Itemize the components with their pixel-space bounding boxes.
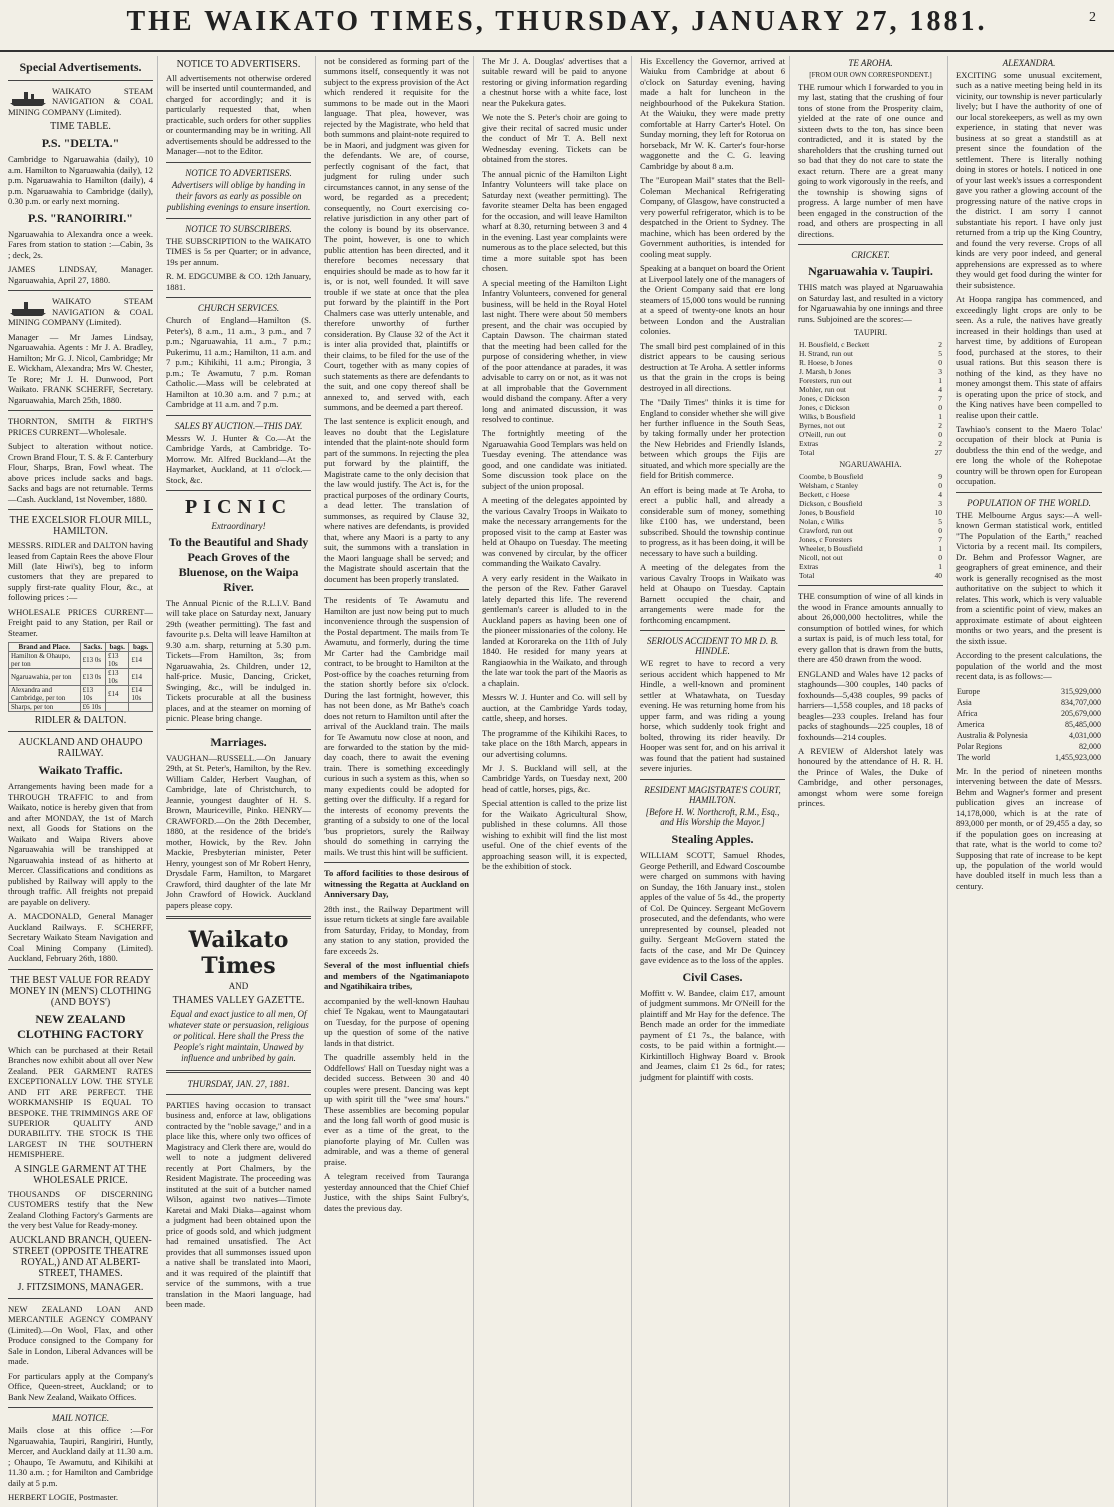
te-aroha-heading: TE AROHA. [848, 58, 893, 68]
runs: 2 [938, 340, 942, 350]
steamship-icon [8, 88, 48, 106]
european-mail: The "European Mail" states that the Bell-Coleman Mechanical Refrigerating Company, of Glasgow, have constructed a very powerful refrigerator, which is to be despatched in the Orient to Sydney. The machine, which has been ordered by the Government authorities, is intended for cooling meat supply. [640, 175, 785, 259]
traffic-body: Arrangements having been made for a THROUGH TRAFFIC to and from Waikato, notice is hereby given that from and after MONDAY, the 1st of March next, all Goods for Stations on the Waikato and Waipa Rivers above Ngaruawahia will be transhipped at Ngaruawahia instead of as hitherto at Mercer. Classifications and conditions as published by Railway will apply to the through traffic. All freights not prepaid are payable on delivery. [8, 781, 153, 907]
mail-heading: MAIL NOTICE. [51, 1413, 110, 1424]
stealing-body: WILLIAM SCOTT, Samuel Rhodes, George Petherill, and Edward Coscoumbe were charged on summons with having on Sunday, the 16th January inst., stolen apples of the value of 5s 4d., the property of Col. De Quincey. Sergeant McGovern prosecuted, and the defendants, who were unrepresented by counsel, pleaded not guilty. Sergeant McGovern stated the facts of the case, and Mr De Quincey gave evidence as to the loss of the apples. [640, 850, 785, 966]
civil-body: Moffitt v. W. Bandee, claim £17, amount of judgment summons. Mr O'Neill for the plaintiff and Mr Hay for the defence. The Bench made an order for the immediate payment of £1 7s., the balance, with costs, to be paid within a fortnight.—Kirkintilloch Highway Board v. Brook and Jeames, claim £1 2s 6d., for rates; judgment for plaintiff with costs. [640, 987, 785, 1082]
wine-article: THE consumption of wine of all kinds in the wood in France amounts annually to about 26,000,000 hectolitres, while the consumption of bottled wines, for which a surtax is paid, is of much less total, for every gallon that is drawn from the butts, there are 450 drawn from the wood. [798, 591, 943, 665]
population-body-2: Mr. In the period of nineteen months intervening between the date of Messrs. Behm and Wagner's former and present publication gives an increase of 14,178,000, which is at the rate of 893,000 per month, or of 29,455 a day, so if the population goes on increasing at that rate, what is the world to come to? Supposing that rate of increase to be kept up, the population of the world would have doubled itself in much less than a century. [956, 765, 1102, 891]
douglas-notice: The Mr J. A. Douglas' advertises that a suitable reward will be paid to anyone restoring or giving information regarding a chestnut horse with a white face, lost near the Pukekura gates. [482, 56, 627, 108]
picnic-extra: Extraordinary! [211, 520, 266, 531]
date-line: THURSDAY, JAN. 27, 1881. [187, 1078, 290, 1089]
region: Africa [957, 708, 978, 718]
table-row [956, 730, 1102, 741]
agents-list: Manager — Mr James Lindsay, Ngaruawahia. Agents : Mr J. A. Bradley, Hamilton; Mr G. J. Nicol, Cambridge; Mr E. Wickham, Alexandra; Mrs W. Chester, Te Rore; Mr J. H. Dunwood, Port Waikato. FRANK SCHERFF, Secretary. Ngaruawahia, March 25th, 1880. [8, 331, 153, 405]
notice-heading: NOTICE TO ADVERTISERS. [176, 59, 301, 70]
thousands-body: THOUSANDS OF DISCERNING CUSTOMERS testify that the New Zealand Clothing Factory's Garments are the very best Value for Ready-money. [8, 1188, 153, 1231]
paper-and: AND [228, 981, 249, 992]
table-cell: £14 [105, 686, 129, 703]
flour-col-header: Sacks. [80, 643, 105, 652]
garavel-obituary: A very early resident in the Waikato in the person of the Rev. Father Garavel lately departed this life. The reverend gentleman's career is alluded to in the Auckland papers as having been one of the pioneer missionaries of the colony. He landed at Kororareka on the 11th of July 1840. He resided for many years at Rangiaowhia in the Waikato, and through the late war took the part of the Maoris as a chaplain. [482, 572, 627, 688]
manager-signature: JAMES LINDSAY, Manager. Ngaruawahia, April 27, 1880. [8, 264, 153, 285]
column-3 [324, 56, 474, 1507]
wholesale-heading: WHOLESALE PRICES CURRENT— Freight paid to any Station, per Rail or Steamer. [8, 606, 153, 638]
table-row [9, 669, 153, 686]
correspondent-label: [FROM OUR OWN CORRESPONDENT.] [809, 71, 932, 79]
runs: 0 [938, 553, 942, 563]
steam-company-2: WAIKATO STEAM NAVIGATION & COAL MINING COMPANY (Limited). [8, 296, 153, 328]
taupiri-scorecard [798, 340, 943, 457]
marriages-heading: Marriages. [210, 734, 267, 749]
taupiri-heading: TAUPIRI. [854, 328, 887, 338]
buckland-sale: Mr J. S. Buckland will sell, at the Cambridge Yards, on Tuesday next, 200 head of cattle, horses, pigs, &c. [482, 763, 627, 794]
table-row [798, 544, 943, 553]
table-cell: £6 10s [80, 703, 105, 712]
runs: 1 [938, 544, 942, 554]
runs: 7 [938, 394, 942, 404]
picnic-location: To the Beautiful and Shady Peach Groves of the Bluenose, on the Waipa River. [168, 534, 309, 594]
total: Total [799, 571, 815, 581]
nz-clothing-heading: NEW ZEALAND CLOTHING FACTORY [17, 1011, 144, 1041]
batsman: Foresters, run out [799, 376, 852, 386]
table-row [798, 517, 943, 526]
notice2-body: Advertisers will oblige by handing in their favors as early as possible on publishing evenings to ensure insertion. [166, 179, 311, 212]
column-6 [798, 56, 948, 1507]
flour-col-header: bags. [105, 643, 129, 652]
alexandra-body-3: Tawhiao's consent to the Maero Tolac' occupation of their block at Punia is doubtless the thin end of the wedge, and ere long the whole of the Rohepotae country will be thrown open for European occupation. [956, 423, 1102, 487]
runs: 5 [938, 349, 942, 359]
delta-timetable: Cambridge to Ngaruawahia (daily), 10 a.m. Hamilton to Ngaruawahia (daily), 12 p.m. Ngaruawahia to Hamilton (daily), 4 p.m. Ngaruawahia to Cambridge (daily), 0.30 p.m. or early next morning. [8, 154, 153, 207]
population-body: THE Melbourne Argus says:—A well-known German statistical work, entitled "The Population of the Earth," reached Victoria by a recent mail. Its compilers, Dr. Behm and Professor Wagner, are geographers of great eminence, and their work is generally recognised as the most authoritative on the subject to which it relates. This work, which is very valuable from a scientific point of view, makes an approximate estimate of about eighteen months or two years, and the present is the sixth issue. [956, 509, 1102, 646]
runs: 0 [938, 430, 942, 440]
rm-court-heading: RESIDENT MAGISTRATE'S COURT, HAMILTON. [644, 784, 781, 805]
table-row [798, 412, 943, 421]
alexandra-body-2: At Hoopa rangipa has commenced, and exceedingly light crops are only to be seen. As a rule, the natives have greatly increased in their holdings than used at harvest time, by additions of European food, purchased at the stores, to their usual rations. But this season there is nothing of the kind, as they have no money amongst them. This state of affairs is operating upon the price of stock, and the King natives have been compelled to realise upon their cattle. [956, 294, 1102, 420]
table-row [798, 358, 943, 367]
population-value: 834,707,000 [1061, 697, 1101, 707]
table-row [798, 490, 943, 499]
column-1 [8, 56, 158, 1507]
delta-heading: P.S. "DELTA." [41, 136, 120, 151]
ridler-signature: RIDLER & DALTON. [34, 715, 127, 727]
ngaruawahia-scorecard [798, 472, 943, 580]
population-value: 205,679,000 [1061, 708, 1101, 718]
cricket-subheading: Ngaruawahia v. Taupiri. [808, 264, 933, 279]
flour-price-table [8, 642, 153, 712]
table-row [956, 752, 1102, 763]
review-article: A REVIEW of Aldershot lately was honoured by the attendance of H. R. H. the Prince of Wales, the Duke of Cambridge, and other personages, amongst whom were some foreign princes. [798, 745, 943, 809]
accident-body: WE regret to have to record a very serious accident which happened to Mr Hindle, a well-known and prominent settler at Whatawhata, on Tuesday evening. He was returning home from his upper farm, and was riding a young horse, which suddenly took fright and bolted, throwing its rider heavily. Dr Hooper was sent for, and on his arrival it was found that the patient had sustained severe injuries. [640, 658, 785, 774]
loan-body: For particulars apply at the Company's Office, Queen-street, Auckland; or to Bank New Zealand, Waikato Offices. [8, 1370, 153, 1402]
facilities-heading: To afford facilities to those desirous of witnessing the Regatta at Auckland on Anniversary Day, [324, 868, 469, 900]
table-row [956, 708, 1102, 719]
table-row [798, 430, 943, 439]
picnic-heading: PICNIC [184, 495, 293, 518]
sales-body: Messrs W. J. Hunter & Co.—At the Cambridge Yards, at Cambridge. To-Morrow. Mr. Alfred Buckland—At the Haymarket, Auckland, at 11 o'clock.—Stock, &c. [166, 432, 311, 485]
runs: 3 [938, 499, 942, 509]
table-row [956, 719, 1102, 730]
table-row [956, 741, 1102, 752]
ranoiriri-heading: P.S. "RANOIRIRI." [28, 210, 133, 225]
population-value: 4,031,000 [1069, 730, 1101, 740]
batsman: J. Marsh, b Jones [799, 367, 851, 377]
auckland-branch: AUCKLAND BRANCH, QUEEN-STREET (OPPOSITE THEATRE ROYAL,) AND AT ALBERT-STREET, THAMES. [9, 1234, 152, 1279]
alexandra-heading: ALEXANDRA. [1002, 58, 1056, 68]
table-row [798, 403, 943, 412]
table-row [798, 340, 943, 349]
ngaruawahia-heading: NGARUAWAHIA. [839, 460, 902, 470]
column-4 [482, 56, 632, 1507]
batsman: Dickson, c Bousfield [799, 499, 863, 509]
flour-col-header: bags. [129, 643, 153, 652]
editorial-body: PARTIES having occasion to transact business and, enforce at law, obligations contracted by the "noble savage," and in a place like this, where only two offices of Magistracy and Clerk there are, would do well to note a judgment delivered recently at Port Chalmers, by the Resident Magistrate. The proceeding was instituted at the suit of a butcher named Wilson, against two natives—Timote Karetai and Maki Diaka—against whom a judgment had been obtained upon the price of goods sold, and which judgment had remained unsatisfied. The Act provides that all summonses issued upon a native shall be translated into Maori, and it was required of the plaintiff that service of the summons, with a true translation in the Maori language, had been made. [166, 1099, 311, 1310]
table-row [798, 472, 943, 481]
hounds-article: ENGLAND and Wales have 12 packs of staghounds—300 couples, 140 packs of foxhounds—5,438 couples, 99 packs of harriers—1,558 couples, and 18 packs of beagles—233 couples. Ireland has four packs of staghounds—225 couples, 18 of foxhounds—214 couples. [798, 668, 943, 742]
table-row [798, 526, 943, 535]
batsman: R. Hoese, b Jones [799, 358, 853, 368]
marriages-body: VAUGHAN—RUSSELL.—On January 29th, at St. Peter's, Hamilton, by the Rev. William Calder, Herbert Vaughan, of Cambridge, late of Christchurch, to Jeannie, youngest daughter of H. S. Brown, Mauriceville, Pinko. HENRY—CRAWFORD.—On the 28th December, 1880, at the residence of the bride's mother, Howick, by the Rev. John Mackie, Presbyterian minister, Peter Henry, youngest son of Mr Robert Henry, Drysdale Farm, Hamilton, to Margaret Crawford, third daughter of the late Mr John Crawford of Howick. Auckland papers please copy. [166, 752, 311, 910]
subs-signature: R. M. EDGCUMBE & CO. 12th January, 1881. [166, 271, 311, 292]
table-row [9, 703, 153, 712]
church-body: Church of England—Hamilton (S. Peter's), 8 a.m., 11 a.m., 3 p.m., and 7 p.m.; Ngaruawahia, 11 a.m., 7 p.m.; Pukerimu, 11 a.m.; Hamilton, 11 a.m. and 7 p.m.; Kihikihi, 11 a.m.; Pirongia, 3 p.m.; Te Awamutu, 7 p.m. Roman Catholic.—Mass will be celebrated at Hamilton at 10.30 a.m. and 7 p.m.; at Cambridge at 11 a.m. and 7 p.m. [166, 315, 311, 410]
table-row [798, 562, 943, 571]
runs: 0 [938, 403, 942, 413]
table-row [956, 686, 1102, 697]
table-cell: £13 10s [80, 686, 105, 703]
railway-heading: AUCKLAND AND OHAUPO RAILWAY. [18, 737, 143, 760]
several-heading: Several of the most influential chiefs and members of the Ngatimaniapoto and Ngatihikaira tribes, [324, 960, 469, 992]
table-row [798, 367, 943, 376]
masthead-title: THE WAIKATO TIMES, THURSDAY, JANUARY 27, 1881. [126, 6, 988, 37]
table-row [9, 652, 153, 669]
region: Australia & Polynesia [957, 730, 1028, 740]
page-number: 2 [1089, 10, 1096, 25]
population-value: 82,000 [1079, 741, 1101, 751]
runs: 1 [938, 376, 942, 386]
table-row [798, 448, 943, 457]
show-prize-list: Special attention is called to the prize list for the Waikato Agricultural Show, published in these columns. All those wishing to exhibit will find the list most useful. One of the chief events of the approaching season will, it is expected, be the exhibition of stock. [482, 798, 627, 872]
runs: 1 [938, 412, 942, 422]
governor-article: His Excellency the Governor, arrived at Waiuku from Cambridge at about 6 o'clock on Saturday evening, having made a halt for luncheon in the neighbourhood of the Pukekura Station. At the Waiuku, they were made pretty comfortable at Harry Carter's Hotel. On Sunday morning, they left for Rotorua on horseback, Mr W. K. Carter's four-horse waggonette and the C. G. leaving Cambridge by about 8 a.m. [640, 56, 785, 171]
runs: 1 [938, 562, 942, 572]
cricket-intro: THIS match was played at Ngaruawahia on Saturday last, and resulted in a victory for Ngaruawahia by one innings and three runs. Subjoined are the scores:— [798, 282, 943, 324]
table-row [798, 553, 943, 562]
volunteers-meeting: A special meeting of the Hamilton Light Infantry Volunteers, convened for general business, will be held in the Royal Hotel last night. There were about 50 members present, and the chair was occupied by Captain Dawson. The chairman stated that the meeting had been called for the purpose of considering whether, in view of the poor attendance at parades, it was advisable to carry on or not, as it was not at all improbable that the Government would disband the company. After a very long and animated discussion, it was resolved to continue. [482, 277, 627, 424]
mail-signature: HERBERT LOGIE, Postmaster. [8, 1492, 119, 1503]
table-row [798, 535, 943, 544]
hunter-sale: Messrs W. J. Hunter and Co. will sell by auction, at the Cambridge Yards today, cattle, sheep, and horses. [482, 692, 627, 724]
picnic-notice: The annual picnic of the Hamilton Light Infantry Volunteers will take place on Saturday next (weather permitting). The favorite steamer Delta has been engaged for the occasion, and will leave Hamilton wharf at 8.30, returning between 3 and 4 in the evening. Last year complaints were numerous as to the place selected, but this time a more suitable spot has been chosen. [482, 168, 627, 274]
table-cell: Ngaruawahia, per ton [9, 669, 81, 686]
runs: 4 [938, 385, 942, 395]
population-value: 85,485,000 [1065, 719, 1101, 729]
population-value: 315,929,000 [1061, 686, 1101, 696]
daily-times: The "Daily Times" thinks it is time for England to consider whether she will give her further influence in the South Seas, by taking formally under her protection the New Hebrides and Friendly Islands, between which groups the Fijis are situated, and which more specially are the field for British commerce. [640, 397, 785, 481]
paper-motto: Equal and exact justice to all men, Of whatever state or persuasion, religious or political. Here shall the Press the People's right maintain, Unawed by influence and unbribed by gain. [168, 1009, 309, 1063]
columns [8, 56, 1106, 1503]
runs: 7 [938, 535, 942, 545]
runs: 5 [938, 517, 942, 527]
public-hall: An effort is being made at Te Aroha, to erect a public hall, and already a considerable sum of money, something like £100 has, we understand, been subscribed. Should the township continue to progress, as it has been doing, it will be necessary to have such a building. [640, 484, 785, 558]
traffic-heading: Waikato Traffic. [38, 763, 123, 778]
editorial-continued-2: The last sentence is explicit enough, and leaves no doubt that the Legislature intended that the plaint-note should form part of the summons. In rejecting the plea put forward by the plaintiff, the Magistrate came to the only decision that the law would justify. The Act is, for the practical purposes of the ordinary Courts, a dead letter. The translation of summonses, as required by Clause 32, where natives are defendants, is provided that, where any Maori is a party to any suit, the summons with a translation in the Maori language shall be served; and the Magistrate should ascertain that the document has been properly translated. [324, 416, 469, 584]
extras: Extras [799, 439, 819, 449]
civil-heading: Civil Cases. [682, 969, 743, 984]
table-row [798, 439, 943, 448]
table-row [798, 571, 943, 580]
table-cell: Sharps, per ton [9, 703, 81, 712]
region-total: The world [957, 752, 991, 762]
accident-heading: SERIOUS ACCIDENT TO MR D. B. HINDLE. [646, 636, 779, 657]
batsman: Crawford, run out [799, 526, 853, 536]
batsman: Wilks, b Bousfield [799, 412, 856, 422]
steam-company-1: WAIKATO STEAM NAVIGATION & COAL MINING COMPANY (Limited). [8, 86, 153, 117]
total: Total [799, 448, 815, 458]
runs: 2 [938, 439, 942, 449]
ranoiriri-timetable: Ngaruawahia to Alexandra once a week. Fares from station to station :—Cabin, 3s ; deck, 2s. [8, 228, 153, 260]
runs: 27 [934, 448, 942, 458]
table-cell: Hamilton & Ohaupo, per ton [9, 652, 81, 669]
runs: 40 [934, 571, 942, 581]
paper-subtitle: THAMES VALLEY GAZETTE. [172, 995, 305, 1007]
sales-heading: SALES BY AUCTION.—THIS DAY. [174, 420, 303, 431]
table-row [798, 481, 943, 490]
subs-heading: NOTICE TO SUBSCRIBERS. [185, 223, 292, 234]
runs: 9 [938, 472, 942, 482]
batsman: Jones, c Foresters [799, 535, 853, 545]
table-cell: £14 [129, 669, 153, 686]
mail-body: Mails close at this office :—For Ngaruawahia, Taupiri, Rangiriri, Huntly, Mercer, and Auckland daily at 11.30 a.m. ; Ohaupo, Te Awamutu, and Kihikihi at 11.30 a.m. ; for Hamilton and Cambridge daily at 5 p.m. [8, 1425, 153, 1488]
table-row [798, 421, 943, 430]
choir-notice: We note the S. Peter's choir are going to give their recital of sacred music under the conduct of Mr T. A. Bell next Wednesday evening. Tickets can be obtained from the stores. [482, 112, 627, 165]
table-cell: £14 10s [129, 686, 153, 703]
postal-article: The residents of Te Awamutu and Hamilton are just now being put to much inconvenience through the suspension of the Postal department. The mails from Te Awamutu, and formerly, during the time Mr Carter had the Cambridge mail contract, to be brought to Hamilton at the Post-office by the coaches returning from the station shortly before six o'clock. During the last fortnight, however, this has not been done, as Mr Bathe's coach does not return to Hamilton until after the arrival of the Auckland train. The mails for Te Awamutu now close at noon, and are forwarded to the station by the mid-day coach, there to await the evening train. There is something exceedingly curious in such a system as this, when so many expedients could be adopted for getting over the difficulty. If a regard for the interests of economy prevents the granting of a subsidy to one of the local 'bus proprietors, surely the Railway should do something in carrying the mails. We trust this hint will be sufficient. [324, 595, 469, 857]
several-body: accompanied by the well-known Hauhau chief Te Ngakau, went to Maungatautari on Tuesday, for the purpose of opening up the question of some of the native lands in that district. [324, 995, 469, 1048]
table-row [798, 376, 943, 385]
facilities-body: 28th inst., the Railway Department will issue return tickets at single fare available from Saturday, Friday, to Monday, from any station to any station, provided the fare exceeds 2s. [324, 903, 469, 956]
table-cell: £13 10s [105, 669, 129, 686]
excelsior-body: MESSRS. RIDLER and DALTON having leased from Captain Rees the above Flour Mill (late Hiwi's), beg to inform customers that they are prepared to supply first-rate quality Flour, &c., at following prices :— [8, 540, 153, 603]
stealing-heading: Stealing Apples. [671, 832, 754, 847]
runs: 0 [938, 481, 942, 491]
special-ads-heading: Special Advertisements. [19, 60, 142, 74]
loan-heading: NEW ZEALAND LOAN AND MERCANTILE AGENCY COMPANY (Limited).—On Wool, Flax, and other Produce consigned to the Company for Sale in London, Liberal Advances will be made. [8, 1303, 153, 1367]
steamship-icon [8, 298, 48, 316]
paper-nameplate: Waikato Times [188, 927, 289, 980]
flour-col-header: Brand and Place. [9, 643, 81, 652]
subs-body: THE SUBSCRIPTION to the WAIKATO TIMES is 5s per Quarter; or in advance, 19s per annum. [166, 235, 311, 267]
population-total: 1,455,923,000 [1055, 752, 1101, 762]
column-7 [956, 56, 1106, 1507]
batsman: Jones, c Dickson [799, 394, 850, 404]
small-bird-pest: The small bird pest complained of in this district appears to be causing serious destruction at Te Aroha. A settler informs us that the grain in the crops is being destroyed in all directions. [640, 340, 785, 393]
runs: 10 [934, 508, 942, 518]
table-row [798, 385, 943, 394]
thornton-heading: THORNTON, SMITH & FIRTH'S PRICES CURRENT—Wholesale. [8, 416, 153, 437]
region: America [957, 719, 985, 729]
rm-court-before: [Before H. W. Northcroft, R.M., Esq., and His Worship the Mayor.] [645, 806, 780, 828]
alexandra-body: EXCITING some unusual excitement, such as a native meeting being held in its vicinity, our township is never particularly lively; but I have the authority of one of our local storekeepers, as well as my own experience, in stating that never was business at so great a standstill as at present since the foundation of the settlement. There is literally nothing doing in stores or hotels. I noticed in one of your last week's issues a correspondent gave you rather a glowing account of the progressing nature of the native crops in the district. I am sorry I cannot substantiate his report. I have only just returned from a trip up the King Country, and found the very reverse. Crops of all kinds are very poor indeed, and general apprehensions are expressed as to where they would get food during the winter for their subsistence. [956, 70, 1102, 290]
column-2 [166, 56, 316, 1507]
batsman: Coombe, b Bousfield [799, 472, 863, 482]
timetable-label: TIME TABLE. [50, 121, 111, 133]
batsman: Byrnes, not out [799, 421, 846, 431]
table-row [956, 697, 1102, 708]
batsman: H. Strand, run out [799, 349, 853, 359]
batsman: Nicoll, not out [799, 553, 843, 563]
region: Asia [957, 697, 972, 707]
kihikihi-races: The programme of the Kihikihi Races, to take place on the 18th March, appears in our advertising columns. [482, 727, 627, 759]
runs: 4 [938, 490, 942, 500]
batsman: Beckett, c Hoese [799, 490, 850, 500]
batsman: Wheeler, b Bousfield [799, 544, 863, 554]
best-value-heading: THE BEST VALUE FOR READY MONEY IN (MEN'S) CLOTHING (AND BOYS') [9, 974, 152, 1008]
runs: 0 [938, 358, 942, 368]
region: Europe [957, 686, 981, 696]
runs: 3 [938, 367, 942, 377]
single-garment: A SINGLE GARMENT AT THE WHOLESALE PRICE. [14, 1163, 147, 1186]
table-cell: £13 0s [80, 652, 105, 669]
masthead [0, 0, 1114, 52]
population-heading: POPULATION OF THE WORLD. [967, 497, 1091, 508]
table-row [798, 349, 943, 358]
column-5 [640, 56, 790, 1507]
batsman: Welsham, c Stanley [799, 481, 859, 491]
church-heading: CHURCH SERVICES. [197, 303, 280, 314]
editorial-continued: not be considered as forming part of the summons itself, consequently it was not subject to the express provision of the Act which rendered it requisite for the summons to be made out in the Maori language. That plea, however, was rejected by the Magistrate, who held that both summons and plaint-note required to be in Maori, and judgment was given for the defendants. We are, of course, perfectly cognisant of the fact, that judgment for ruling under such circumstances cannot, in any sense of the word, be regarded as a precedent; consequently, no Court exercising co-relative jurisdiction in any other part of the colony is bound by its observance. The point, however, is one to which public attention has been directed, and it therefore becomes necessary that enquiries should be made as to how far it is, or is not, well founded. It will save trouble if we state at once that the plea put forward by the plaintiff in the Port Chalmers case was utterly untenable, and therefore unworthy of further consideration. By Clause 32 of the Act it is inter alia provided that, plaintiffs or their claims, to be filed for the use of the Court, together with as many copies of such statements as there are defendants to the suit, and one copy thereof shall be annexed to, and served with, each summons, and be deemed a part thereof. [324, 56, 469, 412]
runs: 2 [938, 421, 942, 431]
region: Polar Regions [957, 741, 1003, 751]
orient-speech: Speaking at a banquet on board the Orient at Liverpool lately one of the managers of the Orient Company said that ere long steamers of 15,000 tons would be running at a speed of twenty-one knots an hour between London and the Australian colonies. [640, 263, 785, 337]
batsman: Nolan, c Wilks [799, 517, 844, 527]
table-row [798, 508, 943, 517]
extras: Extras [799, 562, 819, 572]
picnic-body: The Annual Picnic of the R.L.I.V. Band will take place on Saturday next, January 29th (weather permitting). The fast and favourite p.s. Delta will leave Hamilton at 9.30 a.m. sharp, returning at 5.30 p.m. Tickets—From Hamilton, 3s; from Ngaruawahia, 2s. Children, under 12, half-price. Music, Dancing, Cricket, Swinging, &c., will be indulged in. Tickets procurable at all the business places, and at the steamer on morning of picnic. Please bring change. [166, 597, 311, 724]
batsman: Jones, c Dickson [799, 403, 850, 413]
excelsior-heading: THE EXCELSIOR FLOUR MILL, HAMILTON. [9, 515, 152, 538]
macdonald-signature: A. MACDONALD, General Manager Auckland Railways. F. SCHERFF, Secretary Waikato Steam Navigation and Coal Mining Company (Limited). Auckland, February 26th, 1880. [8, 911, 153, 964]
notice-body: All advertisements not otherwise ordered will be inserted until countermanded, and charged for accordingly; and it is particularly requested that, when practicable, such orders for other supplies or countermanding may be in writing. All advertisements should be addressed to the Manager—not to the Editor. [166, 73, 311, 157]
table-row [9, 686, 153, 703]
table-cell: £13 10s [105, 652, 129, 669]
quadrille-article: The quadrille assembly held in the Oddfellows' Hall on Tuesday night was a decided success. Between 30 and 40 couples were present. Dancing was kept up with spirit till the "wee sma' hours." These assemblies are becoming popular and the long fall worth of good music is ever as a time of the great, to the pianoforte playing of Mr. Cullen was admirable, and was a theme of general praise. [324, 1052, 469, 1167]
batsman: O'Neill, run out [799, 430, 846, 440]
population-intro: According to the present calculations, the population of the world and the most recent data, is as follows:— [956, 650, 1102, 682]
table-cell: £14 [129, 652, 153, 669]
nz-clothing-body: Which can be purchased at their Retail Branches now exhibit about all over New Zealand. PER GARMENT RATES EXCEPTIONALLY LOW. THE STYLE AND FIT ARE PERFECT. THE WORKMANSHIP IS EQUAL TO BESPOKE. THE TRIMMINGS ARE OF SUPERIOR QUALITY AND DURABILITY. THE STOCK IS THE LARGEST IN THE SOUTHERN HEMISPHERE. [8, 1044, 153, 1160]
cricket-heading: CRICKET. [851, 250, 890, 261]
table-cell: £13 0s [80, 669, 105, 686]
table-cell [129, 703, 153, 712]
batsman: H. Bousfield, c Beckett [799, 340, 870, 350]
table-cell: Alexandra and Cambridge, per ton [9, 686, 81, 703]
population-table [956, 686, 1102, 763]
telegram-article: A telegram received from Tauranga yesterday announced that the Chief Chief Justice, with the ships Saint Fulbry's, dates the previous day. [324, 1171, 469, 1213]
delegates-meeting: A meeting of the delegates from the various Cavalry Troops in Waikato was held at Ohaupo on Tuesday. Captain Barnett occupied the chair, and arrangements were made for the forthcoming encampment. [640, 562, 785, 625]
fitzsimons: J. FITZSIMONS, MANAGER. [17, 1281, 144, 1293]
te-aroha-body: THE rumour which I forwarded to you in my last, stating that the crushing of four tons of stone from the Prosperity claim, yielded at the rate of one ounce and sixteen dwts to the ton, has since been contradicted, and it is stated by the shareholders that the crushing turned out so bad that they do not care to state the exact return. There are a great many going to work vigorously in the reefs, and the township is showing signs of progress. A large number of men have been engaged in the construction of the road, and others are prospecting in all directions. [798, 82, 943, 239]
notice2-heading: NOTICE TO ADVERTISERS. [185, 167, 292, 178]
table-row [798, 499, 943, 508]
batsman: Mohler, run out [799, 385, 846, 395]
good-templars: The fortnightly meeting of the Ngaruawahia Good Templars was held on Tuesday evening. The attendance was good, and one candidate was initiated. Some discussion took place on the subject of the union proposal. [482, 428, 627, 491]
runs: 0 [938, 526, 942, 536]
batsman: Jones, b Bousfield [799, 508, 855, 518]
cavalry-meeting: A meeting of the delegates appointed by the various Cavalry Troops in Waikato to make the necessary arrangements for the proposed visit to the camp at Easter was held at Ohaupo on Tuesday. The meeting was convened by circular, by the officer commanding the Waikato Cavalry. [482, 495, 627, 569]
table-cell [105, 703, 129, 712]
table-row [798, 394, 943, 403]
thornton-body: Subject to alteration without notice. Crown Brand Flour, T. S. & F. Canterbury Flour, Sharps, Bran, Fowl wheat. The above prices include sacks and bags. Sacks and bags are not returnable. Terms—Cash. Auckland, 1st November, 1880. [8, 441, 153, 504]
